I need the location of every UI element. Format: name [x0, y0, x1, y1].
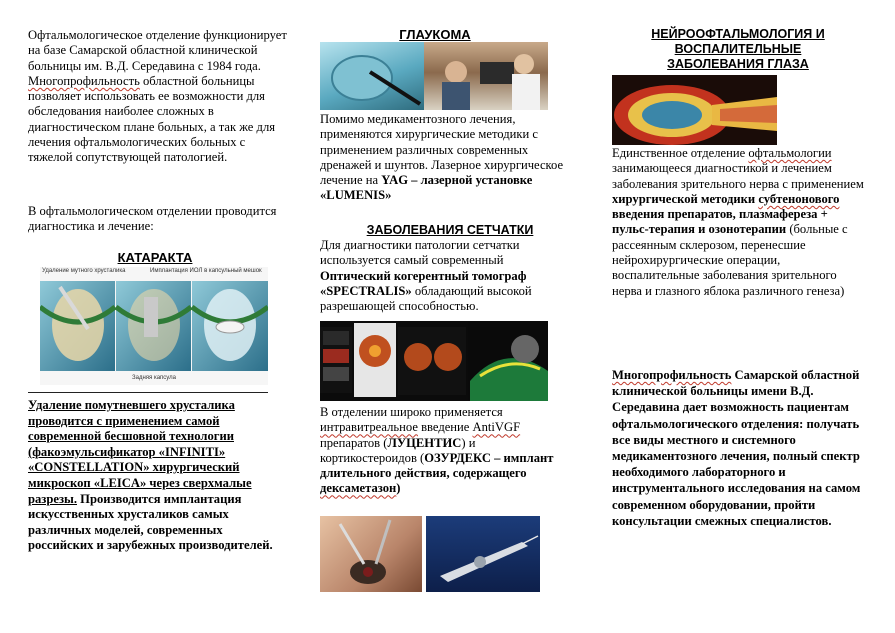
- cataract-text-rest: Производится имплантация искусственных хрусталиков самых различных моделей, современных российских и зарубежных производителей.: [28, 491, 273, 553]
- cataract-text: [28, 398, 280, 554]
- retina-text: [320, 238, 568, 314]
- antivegf-text: [320, 405, 570, 497]
- neuro-text-a: Единственное отделение: [612, 146, 749, 160]
- retina-text-a: Для диагностики патологии сетчатки используется самый современный: [320, 238, 520, 268]
- cataract-heading: КАТАРАКТА: [117, 250, 193, 265]
- neuro-bold-wavy: субтенонового: [758, 191, 840, 206]
- antivegf-text-a: В отделении широко применяется: [320, 405, 503, 419]
- cataract-label-left: Удаление мутного хрусталика: [42, 268, 126, 274]
- glaucoma-heading: ГЛАУКОМА: [399, 27, 471, 42]
- neuro-bold-2: введения препаратов, плазмафереза + пульс-терапия и озонотерапии: [612, 207, 828, 237]
- antivegf-bold-1: ЛУЦЕНТИС: [387, 435, 462, 450]
- cataract-label-bottom: Задняя капсула: [132, 375, 176, 381]
- neuro-text-b: занимающееся диагностикой и лечением заболевания зрительного нерва с применением: [612, 161, 864, 191]
- ozurdex-applicator-image: [426, 516, 540, 592]
- neuro-text-c: (больные с рассеянным склерозом, перенесшие нейрохирургические операции, воспалительные заболевания зрительного нерва и глазного яблока различного генеза): [612, 222, 848, 298]
- injection-photo: [320, 516, 422, 592]
- multiprofile-wavy: Многопрофильность: [612, 368, 732, 382]
- glaucoma-text-b: YAG – лазерной установке «LUMENIS»: [320, 173, 533, 203]
- optic-nerve-image: [612, 75, 777, 145]
- glaucoma-eye-image: [320, 42, 426, 110]
- glaucoma-text: [320, 112, 570, 204]
- neuro-bold-1: хирургической методики: [612, 191, 759, 206]
- intro-text-1: Офтальмологическое отделение функционирует на базе Самарской областной клинической больницы им. В.Д. Середавина с 1984 года.: [28, 28, 287, 73]
- cataract-text-underlined: Удаление помутневшего хрусталика проводится с применением самой современной бесшовной технологии (факоэмульсификатор «INFINITI» «CONSTELLATION» хирургический микроскоп «LEICA» через сверхмалые разрезы.: [28, 398, 252, 506]
- glaucoma-exam-photo: [424, 42, 548, 110]
- cataract-illustration: [40, 267, 268, 385]
- antivegf-text-d: ) и кортикостероидов (: [320, 435, 476, 465]
- antivegf-text-e: ): [396, 481, 401, 496]
- intro-wavy: Многопрофильность: [28, 73, 140, 88]
- neuro-text: [612, 146, 867, 299]
- intro-text-2: областной больницы позволяет использовать ее возможности для обследования наиболее сложных в диагностическом плане больных, а так же для лечения офтальмологических больных с тяжелой сопутствующей патологией.: [28, 73, 276, 165]
- intro-paragraph-1: [28, 28, 290, 166]
- oct-screens-image: [320, 321, 548, 401]
- retina-heading: ЗАБОЛЕВАНИЯ СЕТЧАТКИ: [366, 223, 534, 237]
- glaucoma-text-a: Помимо медикаментозного лечения, применяются хирургические методики с применением различных современных дренажей и шунтов. Лазерное хирургическое лечение на: [320, 112, 564, 188]
- antivegf-wavy-2: AntiVGF: [472, 420, 521, 435]
- retina-text-c: обладающий высокой разрешающей способностью.: [320, 283, 532, 314]
- intro-paragraph-3: В офтальмологическом отделении проводится диагностика и лечение:: [28, 204, 277, 234]
- retina-text-b: Оптический когерентный томограф «SPECTRALIS»: [320, 268, 527, 298]
- neuro-heading: НЕЙРООФТАЛЬМОЛОГИЯ И ВОСПАЛИТЕЛЬНЫЕ ЗАБОЛЕВАНИЯ ГЛАЗА: [651, 27, 825, 71]
- antivegf-text-c: препаратов (: [320, 435, 388, 450]
- divider-line: [28, 392, 268, 393]
- neuro-wavy: офтальмологии: [748, 146, 832, 160]
- multiprofile-text: [612, 367, 868, 529]
- antivegf-bold-wavy: дексаметазон: [320, 481, 397, 496]
- multiprofile-rest: Самарской областной клинической больницы имени В.Д. Середавина дает возможность пациентам офтальмологического отделения: получать все виды местного и системного медикаментозного лечения, полный спектр необходимого лабораторного и инструментального исследования на самом современном оборудовании, пройти консультации смежных специалистов.: [612, 368, 861, 528]
- antivegf-wavy-1: интравитреальное: [320, 420, 418, 435]
- cataract-label-right: Имплантация ИОЛ в капсульный мешок: [150, 268, 262, 274]
- antivegf-bold-2: ОЗУРДЕКС – имплант длительного действия, содержащего: [320, 450, 554, 481]
- antivegf-text-b: введение: [417, 420, 473, 435]
